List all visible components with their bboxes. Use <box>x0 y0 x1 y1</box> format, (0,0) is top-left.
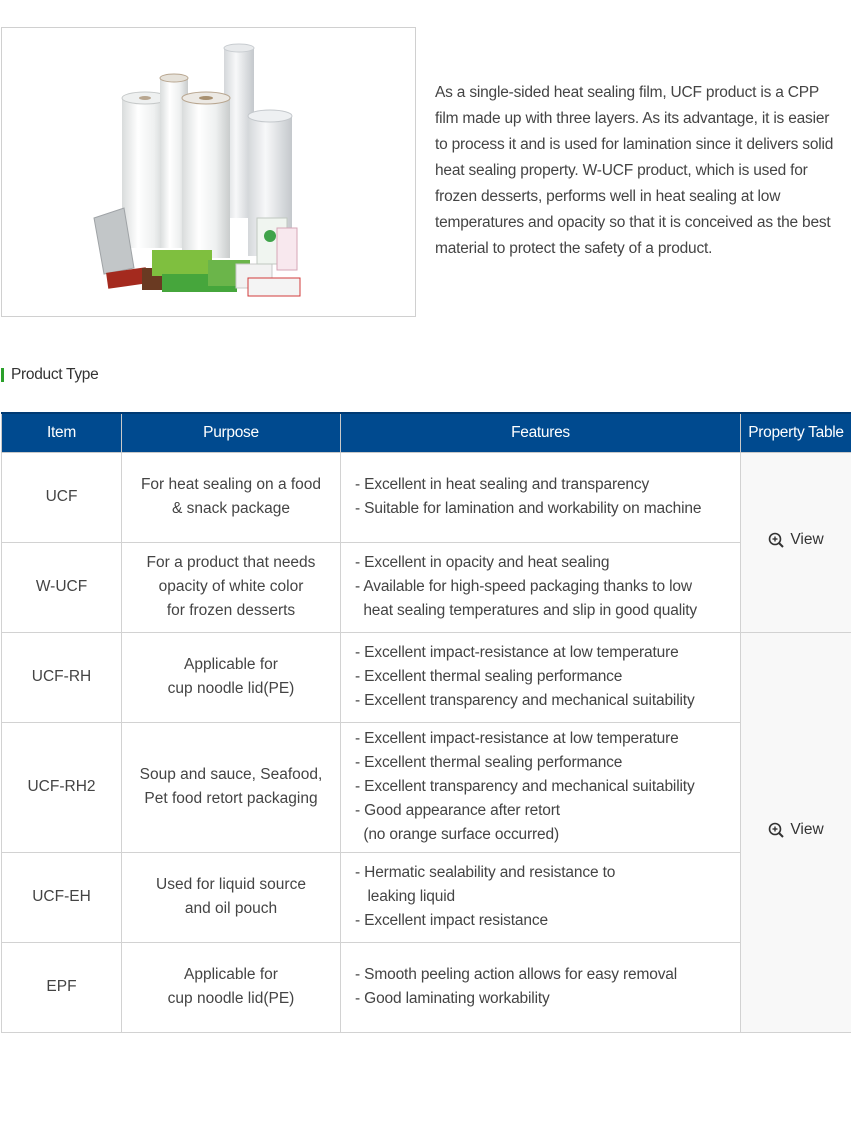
item-name: W-UCF <box>2 542 122 632</box>
feature-line: leaking liquid <box>355 888 455 905</box>
feature-line: - Good laminating workability <box>355 990 550 1007</box>
feature-line: - Excellent in heat sealing and transparency <box>355 476 650 493</box>
heading-accent-bar <box>1 368 4 382</box>
item-name: UCF-RH2 <box>2 722 122 852</box>
section-title: Product Type <box>11 366 99 383</box>
item-name: UCF <box>2 452 122 542</box>
feature-line: - Suitable for lamination and workability on machine <box>355 500 702 517</box>
feature-line: - Excellent in opacity and heat sealing <box>355 554 610 571</box>
feature-line: - Smooth peeling action allows for easy removal <box>355 966 678 983</box>
item-purpose: For heat sealing on a food & snack package <box>122 452 341 542</box>
feature-line: - Hermatic sealability and resistance to <box>355 864 616 881</box>
feature-line: - Excellent transparency and mechanical suitability <box>355 778 695 795</box>
view-link[interactable] <box>768 528 823 552</box>
view-link[interactable] <box>768 818 823 842</box>
item-purpose: Used for liquid source and oil pouch <box>122 852 341 942</box>
view-link-label: View <box>790 821 824 838</box>
product-type-table <box>1 412 851 1033</box>
item-purpose: For a product that needs opacity of white color for frozen desserts <box>122 542 341 632</box>
header-purpose: Purpose <box>122 413 341 452</box>
item-name: EPF <box>2 942 122 1032</box>
header-property-table: Property Table <box>741 413 851 452</box>
feature-line: - Excellent impact-resistance at low temperature <box>355 730 679 747</box>
property-table-cell <box>741 632 851 1032</box>
item-purpose: Applicable for cup noodle lid(PE) <box>122 632 341 722</box>
feature-line: - Excellent thermal sealing performance <box>355 668 623 685</box>
table-row <box>2 632 851 722</box>
item-features <box>341 452 741 542</box>
table-row <box>2 542 851 632</box>
item-purpose: Soup and sauce, Seafood, Pet food retort packaging <box>122 722 341 852</box>
zoom-in-icon <box>768 822 784 838</box>
item-name: UCF-RH <box>2 632 122 722</box>
item-features <box>341 632 741 722</box>
product-image <box>1 27 416 317</box>
item-features <box>341 942 741 1032</box>
property-table-cell <box>741 452 851 632</box>
feature-line: - Excellent impact resistance <box>355 912 548 929</box>
table-row <box>2 452 851 542</box>
feature-line: (no orange surface occurred) <box>355 826 559 843</box>
item-features <box>341 542 741 632</box>
feature-line: - Excellent transparency and mechanical suitability <box>355 692 695 709</box>
film-rolls-illustration <box>2 28 416 317</box>
item-purpose: Applicable for cup noodle lid(PE) <box>122 942 341 1032</box>
header-item: Item <box>2 413 122 452</box>
table-header-row <box>2 413 851 452</box>
item-name: UCF-EH <box>2 852 122 942</box>
zoom-in-icon <box>768 532 784 548</box>
feature-line: - Good appearance after retort <box>355 802 560 819</box>
section-heading <box>1 364 98 386</box>
table-row <box>2 722 851 852</box>
table-row <box>2 942 851 1032</box>
item-features <box>341 722 741 852</box>
feature-line: - Excellent thermal sealing performance <box>355 754 623 771</box>
feature-line: heat sealing temperatures and slip in good quality <box>355 602 698 619</box>
product-description: As a single-sided heat sealing film, UCF product is a CPP film made up with three layers. As its advantage, it is easier to process it and is used for lamination since it delivers solid heat sealing property. W-UCF product, which is used for frozen desserts, performs well in heat sealing at low temperatures and opacity so that it is conceived as the best material to protect the safety of a product. <box>435 84 834 257</box>
item-features <box>341 852 741 942</box>
feature-line: - Excellent impact-resistance at low temperature <box>355 644 679 661</box>
header-features: Features <box>341 413 741 452</box>
table-row <box>2 852 851 942</box>
view-link-label: View <box>790 531 824 548</box>
feature-line: - Available for high-speed packaging thanks to low <box>355 578 692 595</box>
